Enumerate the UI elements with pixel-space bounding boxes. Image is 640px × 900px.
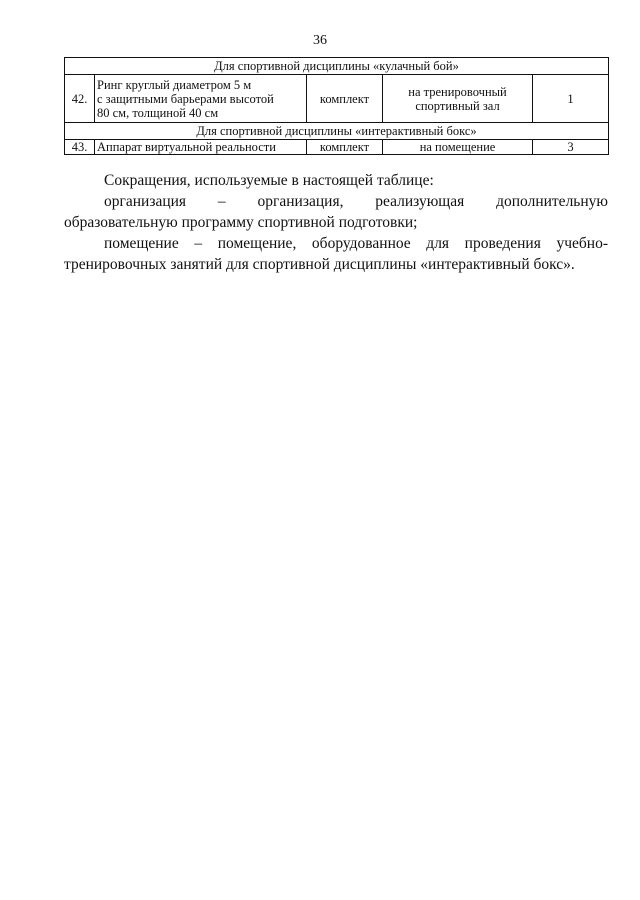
equipment-name-line: Ринг круглый диаметром 5 м (97, 77, 252, 92)
section-title: Для спортивной дисциплины «интерактивный бокс» (65, 123, 609, 140)
abbreviation-organization: организация – организация, реализующая дополнительную образовательную программу спортивной подготовки; (64, 193, 608, 231)
equipment-name: Аппарат виртуальной реальности (95, 140, 307, 155)
section-header-row (65, 123, 609, 140)
calculation-unit: на помещение (383, 140, 533, 155)
equipment-name-line: 80 см, толщиной 40 см (97, 105, 219, 120)
table-row (65, 75, 609, 123)
equipment-table (64, 57, 609, 155)
quantity: 1 (533, 75, 609, 123)
abbreviations-intro: Сокращения, используемые в настоящей таблице: (104, 172, 434, 189)
table-row (65, 140, 609, 155)
equipment-name (95, 75, 307, 123)
row-number: 42. (65, 75, 95, 123)
abbreviations-notes (64, 170, 608, 275)
equipment-name-line: с защитными барьерами высотой (97, 91, 274, 106)
unit-of-measure: комплект (307, 140, 383, 155)
calculation-unit (383, 75, 533, 123)
unit-of-measure: комплект (307, 75, 383, 123)
section-title: Для спортивной дисциплины «кулачный бой» (65, 58, 609, 75)
calculation-unit-line: спортивный зал (415, 98, 500, 113)
abbreviation-premises: помещение – помещение, оборудованное для проведения учебно-тренировочных занятий для спортивной дисциплины «интерактивный бокс». (64, 235, 608, 273)
row-number: 43. (65, 140, 95, 155)
section-header-row (65, 58, 609, 75)
quantity: 3 (533, 140, 609, 155)
calculation-unit-line: на тренировочный (408, 84, 507, 99)
page-number: 36 (313, 33, 327, 48)
